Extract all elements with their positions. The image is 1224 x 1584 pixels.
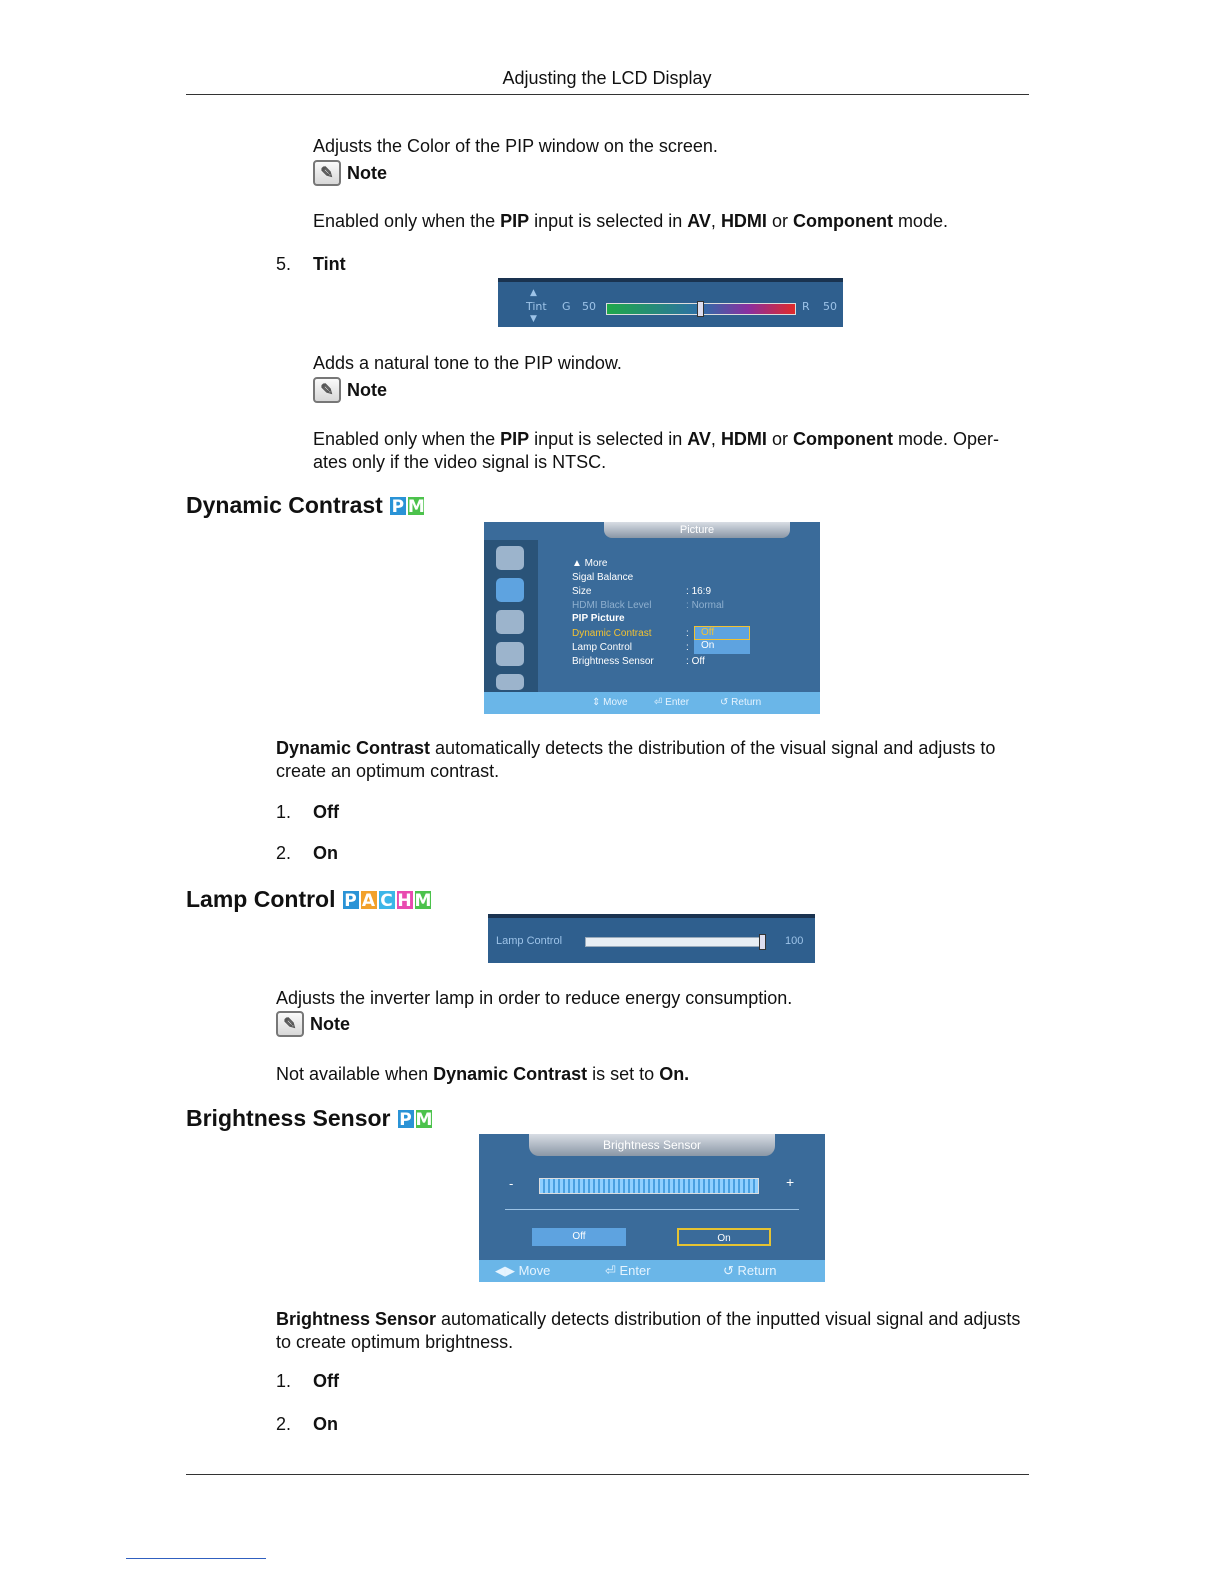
footer-link-underline xyxy=(126,1558,266,1559)
tint-slider-knob[interactable] xyxy=(697,301,704,317)
badge-p: P xyxy=(342,890,360,910)
brightness-sensor-description: Brightness Sensor automatically detects distribution of the inputted visual signal and adjusts to create optimum brightness. xyxy=(276,1309,1021,1352)
enter-hint: ⏎ Enter xyxy=(654,697,690,708)
badge-m: M xyxy=(407,496,425,517)
mode-badges xyxy=(397,1109,433,1129)
dropdown-option-on[interactable]: On xyxy=(694,640,750,654)
osd-menu-row[interactable]: Size xyxy=(572,586,592,597)
osd-footer xyxy=(479,1260,825,1282)
lamp-slider-knob[interactable] xyxy=(759,934,766,950)
multi-window-icon[interactable] xyxy=(496,674,524,690)
brightness-bar xyxy=(539,1178,759,1194)
osd-menu-row[interactable]: Sigal Balance xyxy=(572,572,634,583)
tint-description: Adds a natural tone to the PIP window. xyxy=(313,353,622,373)
mode-badges xyxy=(342,890,432,910)
osd-menu-value: : Off xyxy=(686,656,705,667)
lamp-description: Adjusts the inverter lamp in order to reduce energy consumption. xyxy=(276,988,793,1008)
header-rule xyxy=(186,94,1029,95)
badge-m: M xyxy=(415,1109,433,1130)
osd-menu-row[interactable]: Brightness Sensor xyxy=(572,656,654,667)
move-hint: ◀▶ Move xyxy=(495,1263,551,1278)
osd-menu-title: Brightness Sensor xyxy=(529,1134,775,1156)
badge-c: C xyxy=(378,890,396,910)
dynamic-contrast-description: Dynamic Contrast automatically detects the distribution of the visual signal and adjusts to create an optimum contrast. xyxy=(276,738,996,781)
note-icon: ✎ xyxy=(276,1011,304,1037)
plus-icon: + xyxy=(786,1174,795,1190)
enter-hint: ⏎ Enter xyxy=(605,1263,651,1278)
option-off: Off xyxy=(313,1371,339,1391)
lamp-slider-track[interactable] xyxy=(585,937,765,947)
tint-osd-panel xyxy=(498,278,843,327)
arrow-up-icon: ▲ xyxy=(530,288,537,298)
osd-menu-title: Picture xyxy=(604,522,790,538)
lamp-control-osd xyxy=(488,914,815,963)
divider xyxy=(505,1209,799,1210)
list-item-label: Tint xyxy=(313,254,346,274)
note-icon: ✎ xyxy=(313,377,341,403)
mode-badges xyxy=(389,496,425,516)
move-hint: ⇕ Move xyxy=(592,697,628,708)
note-heading xyxy=(313,160,387,186)
picture-osd-menu xyxy=(484,522,820,714)
note-label: Note xyxy=(310,1013,350,1034)
return-hint: ↺ Return xyxy=(723,1263,777,1278)
section-heading-dynamic-contrast: Dynamic Contrast P M xyxy=(186,492,425,518)
note-icon: ✎ xyxy=(313,160,341,186)
osd-menu-row-selected[interactable]: Dynamic Contrast xyxy=(572,628,652,639)
section-heading-brightness-sensor: Brightness Sensor P M xyxy=(186,1105,433,1131)
list-number: 1. xyxy=(276,802,292,822)
osd-sidebar xyxy=(484,540,538,692)
option-on: On xyxy=(313,1414,338,1434)
gear-icon[interactable] xyxy=(496,642,524,666)
footer-rule xyxy=(186,1474,1029,1475)
tint-left-value: 50 xyxy=(582,300,596,313)
osd-menu-value: : xyxy=(686,628,689,639)
badge-p: P xyxy=(397,1109,415,1129)
tint-right-label: R xyxy=(802,300,810,313)
note-heading xyxy=(276,1011,350,1037)
note-text: Enabled only when the PIP input is selected in AV, HDMI or Component mode. xyxy=(313,211,948,231)
dropdown-option-off[interactable]: Off xyxy=(694,626,750,640)
osd-footer xyxy=(484,692,820,714)
lamp-osd-label: Lamp Control xyxy=(496,935,563,947)
note-label: Note xyxy=(347,162,387,183)
osd-menu-value: : xyxy=(686,642,689,653)
note-heading xyxy=(313,377,387,403)
note-label: Note xyxy=(347,379,387,400)
list-number: 5. xyxy=(276,254,292,274)
page-header-title: Adjusting the LCD Display xyxy=(502,68,712,88)
list-number: 2. xyxy=(276,1414,292,1434)
tint-left-label: G xyxy=(562,300,571,313)
badge-p: P xyxy=(389,496,407,516)
osd-menu-row[interactable]: Lamp Control xyxy=(572,642,633,653)
osd-menu-row[interactable]: PIP Picture xyxy=(572,613,625,624)
osd-menu-value: : Normal xyxy=(686,600,724,611)
color-description: Adjusts the Color of the PIP window on the screen. xyxy=(313,136,718,156)
badge-a: A xyxy=(360,890,378,910)
osd-menu-value: : 16:9 xyxy=(686,586,712,597)
badge-m: M xyxy=(414,890,432,911)
badge-h: H xyxy=(397,890,412,911)
osd-menu-row[interactable]: ▲ More xyxy=(572,558,608,569)
list-number: 2. xyxy=(276,843,292,863)
on-button[interactable]: On xyxy=(677,1228,771,1246)
lamp-osd-value: 100 xyxy=(785,935,804,947)
note-text: Not available when Dynamic Contrast is set to On. xyxy=(276,1064,690,1084)
brightness-sensor-osd xyxy=(479,1134,825,1282)
return-hint: ↺ Return xyxy=(720,697,762,708)
osd-menu-row: HDMI Black Level xyxy=(572,600,652,611)
sound-icon[interactable] xyxy=(496,610,524,634)
tint-osd-label: Tint xyxy=(526,300,547,313)
tint-right-value: 50 xyxy=(823,300,837,313)
section-heading-lamp-control: Lamp Control P A C H M xyxy=(186,886,432,912)
picture-icon[interactable] xyxy=(496,578,524,602)
satellite-icon[interactable] xyxy=(496,546,524,570)
option-off: Off xyxy=(313,802,339,822)
note-text: Enabled only when the PIP input is selected in AV, HDMI or Component mode. Oper- ates only if the video signal is NTSC. xyxy=(313,429,999,472)
option-on: On xyxy=(313,843,338,863)
arrow-down-icon: ▼ xyxy=(530,314,537,324)
minus-icon: - xyxy=(509,1176,514,1191)
off-button[interactable]: Off xyxy=(532,1228,626,1246)
list-number: 1. xyxy=(276,1371,292,1391)
